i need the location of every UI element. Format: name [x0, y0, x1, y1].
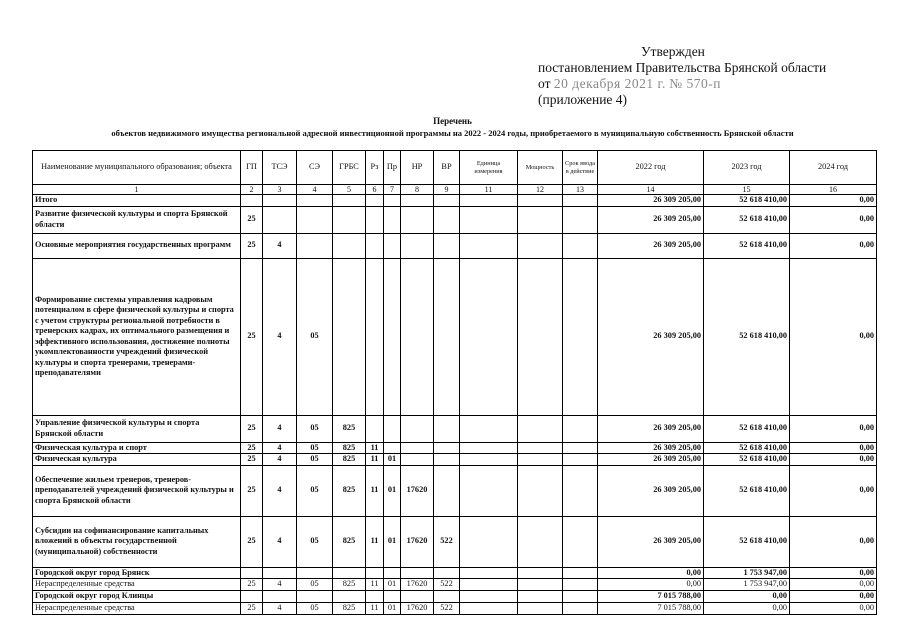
cell-np: 17620 — [401, 465, 434, 516]
cell-pr — [384, 591, 401, 603]
cell-y2022: 0,00 — [598, 567, 704, 579]
cell-y2023: 52 618 410,00 — [704, 454, 790, 466]
cell-gp — [241, 567, 263, 579]
table-row — [33, 415, 877, 442]
cell-y2024: 0,00 — [790, 206, 877, 233]
column-numbers-row — [33, 185, 877, 195]
cell-gp: 25 — [241, 465, 263, 516]
table-row — [33, 206, 877, 233]
cell-grbs — [333, 195, 366, 207]
cell-gp: 25 — [241, 442, 263, 454]
cell-rz — [366, 195, 384, 207]
cell-gp — [241, 195, 263, 207]
cell-unit — [460, 567, 518, 579]
cell-y2024: 0,00 — [790, 415, 877, 442]
cell-se: 05 — [297, 442, 333, 454]
approval-date-prefix: от — [538, 76, 551, 91]
column-number-cell: 5 — [333, 185, 366, 195]
cell-vr — [434, 233, 460, 258]
cell-y2024: 0,00 — [790, 516, 877, 567]
table-row — [33, 195, 877, 207]
cell-y2024: 0,00 — [790, 233, 877, 258]
cell-term — [563, 591, 598, 603]
approval-date-line — [538, 76, 826, 92]
cell-unit — [460, 602, 518, 614]
cell-y2023: 52 618 410,00 — [704, 442, 790, 454]
cell-y2022: 26 309 205,00 — [598, 233, 704, 258]
column-number-cell: 16 — [790, 185, 877, 195]
cell-rz: 11 — [366, 465, 384, 516]
cell-grbs: 825 — [333, 465, 366, 516]
cell-np — [401, 258, 434, 415]
col-header-se: СЭ — [297, 151, 333, 185]
cell-term — [563, 233, 598, 258]
cell-np — [401, 195, 434, 207]
cell-term — [563, 258, 598, 415]
cell-y2023: 1 753 947,00 — [704, 579, 790, 591]
cell-vr: 522 — [434, 579, 460, 591]
cell-term — [563, 579, 598, 591]
column-number-cell: 8 — [401, 185, 434, 195]
cell-unit — [460, 415, 518, 442]
cell-vr — [434, 454, 460, 466]
cell-gp: 25 — [241, 415, 263, 442]
cell-tse: 4 — [263, 454, 297, 466]
cell-pr — [384, 233, 401, 258]
approval-number: № 570-п — [669, 76, 722, 91]
cell-cap — [518, 602, 563, 614]
cell-y2024: 0,00 — [790, 454, 877, 466]
cell-y2024: 0,00 — [790, 442, 877, 454]
cell-tse — [263, 567, 297, 579]
document-subtitle: объектов недвижимого имущества региональной адресной инвестиционной программы на 2022 - 2024 годы, приобретаемого в муниципальную собственность Брянской области — [111, 128, 794, 138]
col-header-term: Срок ввода в действие — [563, 151, 598, 185]
cell-name: Нераспределенные средства — [33, 602, 241, 614]
cell-y2023: 52 618 410,00 — [704, 415, 790, 442]
cell-np — [401, 233, 434, 258]
cell-pr: 01 — [384, 579, 401, 591]
cell-cap — [518, 579, 563, 591]
cell-y2024: 0,00 — [790, 567, 877, 579]
cell-gp: 25 — [241, 516, 263, 567]
col-header-capacity: Мощность — [518, 151, 563, 185]
cell-se: 05 — [297, 258, 333, 415]
cell-y2022: 26 309 205,00 — [598, 465, 704, 516]
cell-rz: 11 — [366, 442, 384, 454]
cell-term — [563, 602, 598, 614]
cell-vr — [434, 258, 460, 415]
approval-resolution: постановлением Правительства Брянской области — [538, 60, 827, 75]
cell-tse: 4 — [263, 442, 297, 454]
cell-gp: 25 — [241, 206, 263, 233]
cell-y2022: 26 309 205,00 — [598, 195, 704, 207]
cell-grbs: 825 — [333, 442, 366, 454]
cell-pr — [384, 258, 401, 415]
cell-cap — [518, 258, 563, 415]
cell-np: 17620 — [401, 602, 434, 614]
cell-name: Основные мероприятия государственных программ — [33, 233, 241, 258]
cell-tse: 4 — [263, 258, 297, 415]
column-number-cell: 3 — [263, 185, 297, 195]
cell-name: Физическая культура — [33, 454, 241, 466]
cell-se: 05 — [297, 516, 333, 567]
column-number-cell: 11 — [460, 185, 518, 195]
cell-y2024: 0,00 — [790, 465, 877, 516]
cell-np — [401, 415, 434, 442]
column-number-cell: 6 — [366, 185, 384, 195]
cell-term — [563, 567, 598, 579]
approval-title: Утвержден — [641, 44, 705, 59]
cell-y2024: 0,00 — [790, 602, 877, 614]
cell-tse: 4 — [263, 516, 297, 567]
cell-unit — [460, 233, 518, 258]
col-header-vr: ВР — [434, 151, 460, 185]
cell-rz — [366, 206, 384, 233]
cell-se — [297, 233, 333, 258]
cell-grbs — [333, 233, 366, 258]
cell-y2023: 1 753 947,00 — [704, 567, 790, 579]
cell-tse — [263, 195, 297, 207]
cell-np: 17620 — [401, 516, 434, 567]
cell-gp: 25 — [241, 579, 263, 591]
cell-unit — [460, 206, 518, 233]
cell-gp: 25 — [241, 258, 263, 415]
cell-y2023: 52 618 410,00 — [704, 195, 790, 207]
cell-se: 05 — [297, 579, 333, 591]
cell-cap — [518, 233, 563, 258]
column-number-cell: 7 — [384, 185, 401, 195]
cell-name: Формирование системы управления кадровым потенциалом в сфере физической культуры и спорта с учетом структуры региональной потребности в тренерских кадрах, их оптимального размещения и эффективного использования, достижение полноты укомплектованности учреждений физической культуры и спорта тренерами, тренерами-преподавателями — [33, 258, 241, 415]
table-header-row — [33, 151, 877, 185]
cell-y2022: 26 309 205,00 — [598, 442, 704, 454]
cell-y2022: 7 015 788,00 — [598, 591, 704, 603]
table-row — [33, 442, 877, 454]
cell-cap — [518, 591, 563, 603]
cell-se — [297, 195, 333, 207]
cell-pr: 01 — [384, 602, 401, 614]
cell-cap — [518, 442, 563, 454]
cell-vr — [434, 442, 460, 454]
cell-cap — [518, 206, 563, 233]
approval-block — [538, 44, 826, 108]
cell-tse: 4 — [263, 602, 297, 614]
cell-se — [297, 206, 333, 233]
cell-np — [401, 567, 434, 579]
table-row — [33, 567, 877, 579]
cell-term — [563, 442, 598, 454]
cell-np — [401, 206, 434, 233]
cell-rz — [366, 415, 384, 442]
cell-name: Городской округ город Клинцы — [33, 591, 241, 603]
cell-y2022: 26 309 205,00 — [598, 206, 704, 233]
cell-cap — [518, 195, 563, 207]
cell-np — [401, 591, 434, 603]
approval-appendix: (приложение 4) — [538, 92, 628, 107]
cell-y2023: 0,00 — [704, 591, 790, 603]
cell-y2024: 0,00 — [790, 579, 877, 591]
table-row — [33, 602, 877, 614]
cell-cap — [518, 516, 563, 567]
cell-tse: 4 — [263, 233, 297, 258]
cell-name: Обеспечение жильем тренеров, тренеров-преподавателей учреждений физической культуры и спорта Брянской области — [33, 465, 241, 516]
cell-term — [563, 195, 598, 207]
col-header-2024: 2024 год — [790, 151, 877, 185]
column-number-cell: 9 — [434, 185, 460, 195]
cell-y2023: 0,00 — [704, 602, 790, 614]
cell-grbs: 825 — [333, 454, 366, 466]
cell-unit — [460, 258, 518, 415]
cell-unit — [460, 454, 518, 466]
col-header-pr: Пр — [384, 151, 401, 185]
cell-np — [401, 442, 434, 454]
objects-table — [32, 150, 877, 615]
column-number-cell: 1 — [33, 185, 241, 195]
column-number-cell: 2 — [241, 185, 263, 195]
cell-grbs — [333, 567, 366, 579]
cell-term — [563, 206, 598, 233]
cell-y2022: 0,00 — [598, 579, 704, 591]
cell-y2023: 52 618 410,00 — [704, 516, 790, 567]
cell-grbs: 825 — [333, 602, 366, 614]
cell-vr: 522 — [434, 602, 460, 614]
cell-rz: 11 — [366, 516, 384, 567]
cell-gp — [241, 591, 263, 603]
cell-vr — [434, 195, 460, 207]
cell-y2023: 52 618 410,00 — [704, 258, 790, 415]
cell-y2023: 52 618 410,00 — [704, 233, 790, 258]
column-number-cell: 12 — [518, 185, 563, 195]
cell-tse — [263, 206, 297, 233]
table-row — [33, 454, 877, 466]
cell-se: 05 — [297, 602, 333, 614]
cell-y2024: 0,00 — [790, 591, 877, 603]
cell-y2022: 26 309 205,00 — [598, 258, 704, 415]
cell-rz — [366, 258, 384, 415]
cell-pr — [384, 567, 401, 579]
cell-tse: 4 — [263, 579, 297, 591]
cell-y2024: 0,00 — [790, 195, 877, 207]
cell-pr — [384, 442, 401, 454]
cell-name: Развитие физической культуры и спорта Брянской области — [33, 206, 241, 233]
cell-rz: 11 — [366, 602, 384, 614]
cell-se: 05 — [297, 454, 333, 466]
cell-vr — [434, 415, 460, 442]
cell-grbs — [333, 258, 366, 415]
cell-y2024: 0,00 — [790, 258, 877, 415]
column-number-cell: 14 — [598, 185, 704, 195]
cell-unit — [460, 442, 518, 454]
cell-tse — [263, 591, 297, 603]
cell-unit — [460, 591, 518, 603]
approval-date: 20 декабря 2021 г. — [553, 76, 666, 91]
cell-vr — [434, 591, 460, 603]
table-row — [33, 258, 877, 415]
cell-grbs: 825 — [333, 516, 366, 567]
cell-pr: 01 — [384, 516, 401, 567]
table-row — [33, 465, 877, 516]
cell-y2022: 26 309 205,00 — [598, 454, 704, 466]
cell-name: Городской округ город Брянск — [33, 567, 241, 579]
col-header-unit: Единица измерения — [460, 151, 518, 185]
col-header-rz: Рз — [366, 151, 384, 185]
cell-y2023: 52 618 410,00 — [704, 465, 790, 516]
cell-se: 05 — [297, 465, 333, 516]
col-header-tse: ТСЭ — [263, 151, 297, 185]
cell-term — [563, 454, 598, 466]
cell-name: Итого — [33, 195, 241, 207]
cell-cap — [518, 415, 563, 442]
cell-pr — [384, 206, 401, 233]
cell-vr — [434, 465, 460, 516]
cell-tse: 4 — [263, 465, 297, 516]
cell-vr — [434, 206, 460, 233]
cell-name: Физическая культура и спорт — [33, 442, 241, 454]
cell-gp: 25 — [241, 454, 263, 466]
cell-y2023: 52 618 410,00 — [704, 206, 790, 233]
cell-grbs: 825 — [333, 415, 366, 442]
cell-tse: 4 — [263, 415, 297, 442]
table-row — [33, 591, 877, 603]
column-number-cell: 15 — [704, 185, 790, 195]
cell-unit — [460, 195, 518, 207]
cell-gp: 25 — [241, 602, 263, 614]
cell-grbs — [333, 206, 366, 233]
cell-np — [401, 454, 434, 466]
cell-grbs — [333, 591, 366, 603]
column-number-cell: 4 — [297, 185, 333, 195]
cell-gp: 25 — [241, 233, 263, 258]
cell-pr — [384, 195, 401, 207]
cell-term — [563, 415, 598, 442]
cell-name: Субсидии на софинансирование капитальных вложений в объекты государственной (муниципальной) собственности — [33, 516, 241, 567]
cell-rz: 11 — [366, 454, 384, 466]
cell-name: Управление физической культуры и спорта Брянской области — [33, 415, 241, 442]
cell-vr — [434, 567, 460, 579]
cell-y2022: 26 309 205,00 — [598, 516, 704, 567]
table-body — [33, 195, 877, 615]
cell-rz: 11 — [366, 579, 384, 591]
cell-y2022: 26 309 205,00 — [598, 415, 704, 442]
cell-rz — [366, 591, 384, 603]
table-row — [33, 233, 877, 258]
cell-se: 05 — [297, 415, 333, 442]
cell-cap — [518, 454, 563, 466]
cell-term — [563, 465, 598, 516]
col-header-gp: ГП — [241, 151, 263, 185]
cell-cap — [518, 567, 563, 579]
document-title: Перечень — [433, 116, 472, 126]
cell-unit — [460, 516, 518, 567]
cell-se — [297, 591, 333, 603]
cell-np: 17620 — [401, 579, 434, 591]
col-header-grbs: ГРБС — [333, 151, 366, 185]
col-header-name: Наименование муниципального образования; объекта — [33, 151, 241, 185]
cell-pr: 01 — [384, 465, 401, 516]
cell-y2022: 7 015 788,00 — [598, 602, 704, 614]
col-header-2023: 2023 год — [704, 151, 790, 185]
cell-pr: 01 — [384, 454, 401, 466]
cell-name: Нераспределенные средства — [33, 579, 241, 591]
column-number-cell: 13 — [563, 185, 598, 195]
table-row — [33, 516, 877, 567]
cell-unit — [460, 579, 518, 591]
cell-rz — [366, 233, 384, 258]
cell-se — [297, 567, 333, 579]
cell-unit — [460, 465, 518, 516]
cell-vr: 522 — [434, 516, 460, 567]
cell-cap — [518, 465, 563, 516]
cell-rz — [366, 567, 384, 579]
cell-pr — [384, 415, 401, 442]
cell-term — [563, 516, 598, 567]
cell-grbs: 825 — [333, 579, 366, 591]
table-row — [33, 579, 877, 591]
col-header-np: НР — [401, 151, 434, 185]
col-header-2022: 2022 год — [598, 151, 704, 185]
